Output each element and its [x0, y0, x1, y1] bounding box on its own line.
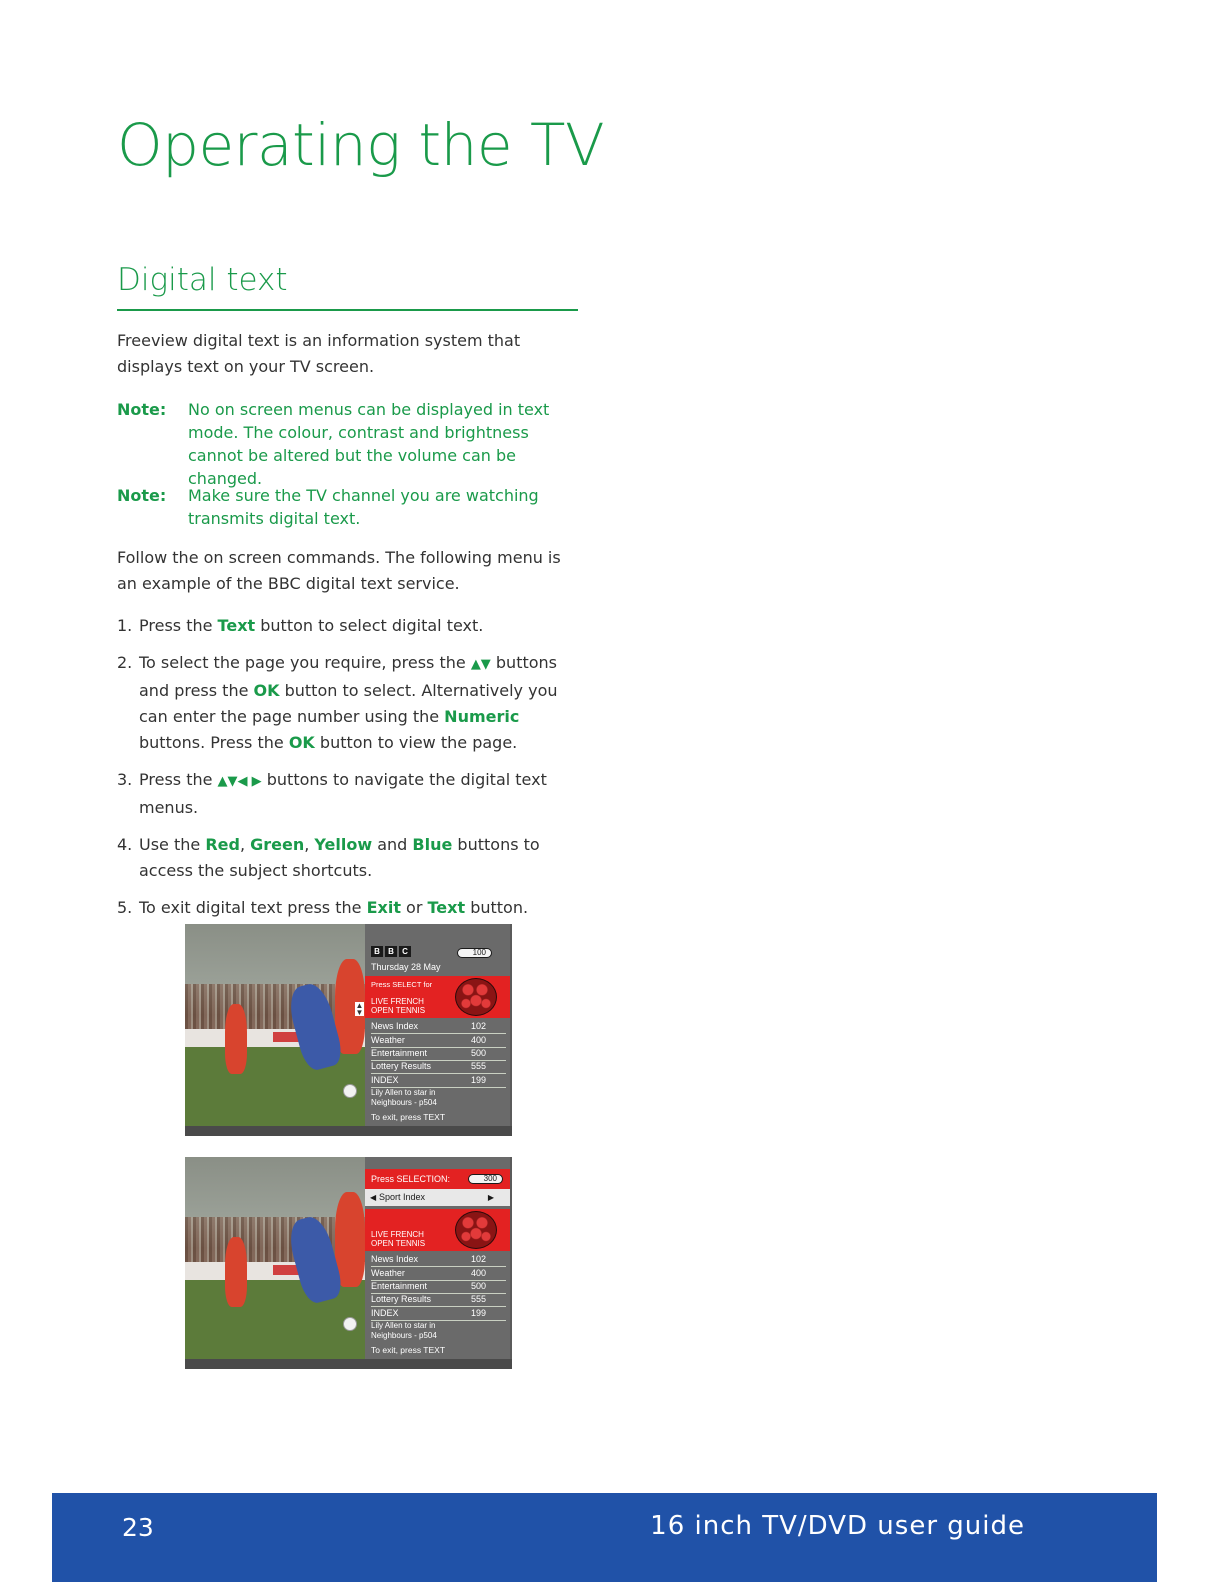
- note-text: No on screen menus can be displayed in text mode. The colour, contrast and brightness cannot be altered but the volume can be changed.: [188, 400, 550, 488]
- keyword-numeric-buttons: Numeric: [444, 707, 520, 726]
- menu-item: [371, 1020, 506, 1034]
- page-number-pill: 100: [457, 948, 492, 958]
- step-text: or: [400, 898, 428, 917]
- menu-page: 555: [470, 1061, 486, 1071]
- menu-item: [371, 1047, 506, 1061]
- selection-header: [365, 1169, 510, 1189]
- section-title: Digital text: [117, 262, 288, 298]
- step-text: ,: [304, 835, 315, 854]
- menu-page: 555: [470, 1294, 486, 1304]
- exit-hint: To exit, press TEXT: [371, 1345, 446, 1355]
- step-number: 3.: [117, 770, 133, 789]
- page-title: Operating the TV: [117, 111, 605, 179]
- page-footer: [52, 1493, 1157, 1582]
- menu-label: Lottery Results: [371, 1294, 432, 1304]
- teletext-panel: [365, 1157, 510, 1359]
- step-number: 2.: [117, 653, 133, 672]
- menu-item: [371, 1253, 506, 1267]
- step-text: Press the: [139, 616, 218, 635]
- promo-line: OPEN TENNIS: [371, 1239, 426, 1248]
- sport-index-bar[interactable]: [365, 1189, 510, 1206]
- promo-line: OPEN TENNIS: [371, 1006, 426, 1015]
- menu-label: Lottery Results: [371, 1061, 432, 1071]
- menu-item: [371, 1307, 506, 1321]
- step-text: buttons and press the: [139, 653, 558, 700]
- step-number: 5.: [117, 898, 133, 917]
- tennis-ball-icon: [455, 1211, 497, 1249]
- digital-text-screenshot-1: [185, 924, 512, 1136]
- keyword-red-button: Red: [205, 835, 240, 854]
- menu-page: 199: [470, 1308, 486, 1318]
- menu-label: Entertainment: [371, 1281, 428, 1291]
- chevron-left-icon[interactable]: ◀: [370, 1193, 377, 1202]
- player: [335, 1192, 365, 1287]
- tennis-ball-icon: [455, 978, 497, 1016]
- menu-label: Entertainment: [371, 1048, 428, 1058]
- keyword-text-button: Text: [427, 898, 466, 917]
- steps-list: [117, 613, 579, 932]
- note-text: Make sure the TV channel you are watching transmits digital text.: [188, 486, 539, 528]
- step-4: [117, 832, 579, 884]
- note-1: [117, 398, 579, 490]
- step-text: buttons. Press the: [139, 733, 289, 752]
- step-text: button to view the page.: [314, 733, 518, 752]
- step-text: button.: [465, 898, 529, 917]
- promo-line: LIVE FRENCH: [371, 1230, 424, 1239]
- keyword-ok-button: OK: [288, 733, 315, 752]
- menu-item: [371, 1034, 506, 1048]
- header-text: Press SELECTION:: [371, 1174, 451, 1184]
- promo-box: [365, 1209, 510, 1251]
- football-scene-image: [185, 1157, 365, 1359]
- note-label: Note:: [117, 400, 167, 419]
- page-number: 23: [122, 1513, 154, 1542]
- menu-label: News Index: [371, 1021, 419, 1031]
- keyword-green-button: Green: [250, 835, 305, 854]
- teletext-panel: [355, 924, 510, 1126]
- story-line: Neighbours - p504: [371, 1098, 437, 1107]
- note-2: [117, 484, 579, 530]
- keyword-text-button: Text: [217, 616, 256, 635]
- promo-line: Press SELECT for: [371, 980, 433, 989]
- exit-hint: To exit, press TEXT: [371, 1112, 446, 1122]
- step-2: [117, 650, 579, 756]
- keyword-exit-button: Exit: [366, 898, 401, 917]
- step-3: [117, 767, 579, 821]
- menu-page: 102: [470, 1021, 486, 1031]
- menu-label: Weather: [371, 1035, 405, 1045]
- step-text: Press the: [139, 770, 218, 789]
- step-text: Use the: [139, 835, 206, 854]
- page-number-pill: 300: [468, 1174, 503, 1184]
- menu-page: 400: [470, 1035, 486, 1045]
- story-line: Neighbours - p504: [371, 1331, 437, 1340]
- screen-bottom-band: [185, 1359, 512, 1369]
- menu-page: 500: [470, 1281, 486, 1291]
- step-text: To select the page you require, press the: [139, 653, 471, 672]
- sport-index-label: Sport Index: [379, 1192, 426, 1202]
- football-scene-image: [185, 924, 365, 1126]
- logo-letter: C: [399, 946, 411, 957]
- menu-page: 102: [470, 1254, 486, 1264]
- football: [343, 1084, 357, 1098]
- menu-item: [371, 1074, 506, 1088]
- story-line: Lily Allen to star in: [371, 1321, 436, 1330]
- screen-bottom-band: [185, 1126, 512, 1136]
- step-text: To exit digital text press the: [139, 898, 367, 917]
- menu-page: 400: [470, 1268, 486, 1278]
- menu-label: INDEX: [371, 1308, 399, 1318]
- direction-arrows-icon: ▲▼◀ ▶: [217, 774, 262, 789]
- menu-label: Weather: [371, 1268, 405, 1278]
- note-label: Note:: [117, 486, 167, 505]
- up-down-icon: ▲ ▼: [355, 1001, 364, 1017]
- promo-box: [355, 976, 510, 1018]
- logo-letter: B: [385, 946, 397, 957]
- menu-item: [371, 1293, 506, 1307]
- step-text: buttons to navigate the digital text menus.: [139, 770, 547, 817]
- menu-item: [371, 1267, 506, 1281]
- step-number: 4.: [117, 835, 133, 854]
- keyword-ok-button: OK: [253, 681, 280, 700]
- step-text: button to select. Alternatively you can enter the page number using the: [139, 681, 558, 726]
- step-text: buttons to access the subject shortcuts.: [139, 835, 540, 880]
- menu-page: 500: [470, 1048, 486, 1058]
- menu-item: [371, 1060, 506, 1074]
- keyword-blue-button: Blue: [412, 835, 453, 854]
- keyword-yellow-button: Yellow: [314, 835, 373, 854]
- player: [225, 1237, 247, 1307]
- step-text: button to select digital text.: [255, 616, 484, 635]
- intro-paragraph: Freeview digital text is an information system that displays text on your TV screen.: [117, 331, 521, 376]
- menu-page: 199: [470, 1075, 486, 1085]
- section-divider: [117, 309, 578, 311]
- football: [343, 1317, 357, 1331]
- menu-label: INDEX: [371, 1075, 399, 1085]
- step-text: ,: [239, 835, 251, 854]
- guide-title: 16 inch TV/DVD user guide: [650, 1511, 1025, 1541]
- player: [225, 1004, 247, 1074]
- digital-text-screenshot-2: [185, 1157, 512, 1369]
- step-number: 1.: [117, 616, 133, 635]
- date-text: Thursday 28 May: [371, 962, 441, 972]
- menu-item: [371, 1280, 506, 1294]
- step-5: [117, 895, 579, 921]
- step-text: and: [372, 835, 413, 854]
- logo-letter: B: [371, 946, 383, 957]
- step-1: [117, 613, 579, 639]
- promo-line: LIVE FRENCH: [371, 997, 424, 1006]
- follow-paragraph: Follow the on screen commands. The following menu is an example of the BBC digital text service.: [117, 548, 561, 593]
- story-line: Lily Allen to star in: [371, 1088, 436, 1097]
- chevron-right-icon[interactable]: ▶: [487, 1193, 494, 1202]
- menu-label: News Index: [371, 1254, 419, 1264]
- bbc-logo: [371, 946, 411, 957]
- up-down-arrows-icon: ▲▼: [470, 657, 491, 672]
